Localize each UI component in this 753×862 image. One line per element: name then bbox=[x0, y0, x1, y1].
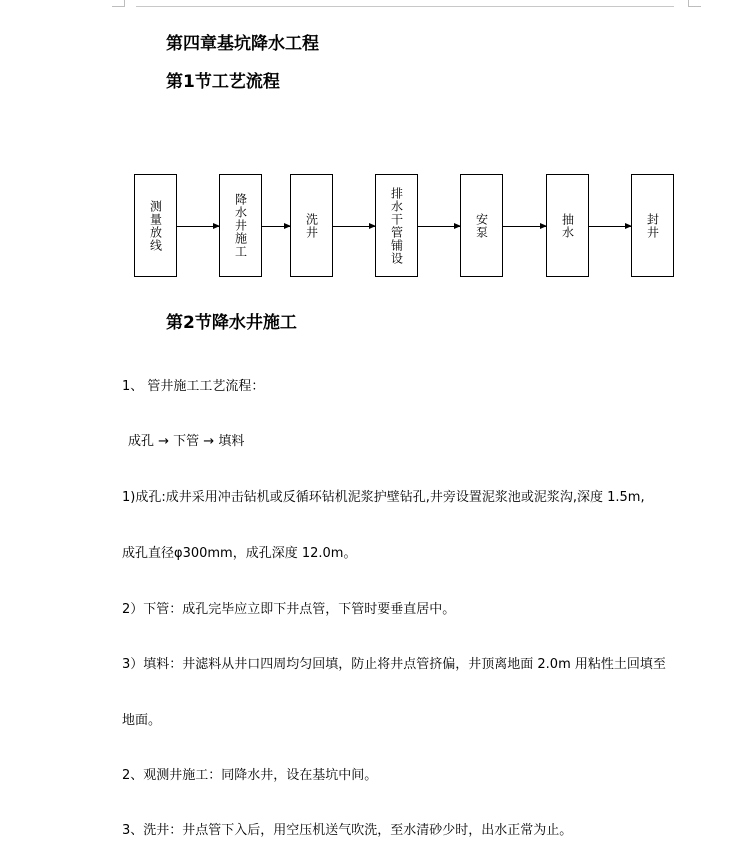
flow-step-label: 测量放线 bbox=[148, 199, 163, 252]
flow-step-well-construction bbox=[219, 174, 262, 277]
list-item-1: 1、 管井施工工艺流程： bbox=[122, 379, 265, 394]
process-sequence-text: 成孔 → 下管 → 填料 bbox=[128, 434, 245, 449]
paragraph-filling-1: 3）填料：井滤料从井口四周均匀回填，防止将井点管挤偏，井顶离地面 2.0m 用粘性土回填至 bbox=[122, 657, 666, 672]
flow-arrow bbox=[418, 226, 460, 227]
flow-step-label: 封井 bbox=[645, 212, 660, 239]
page-top-border bbox=[136, 6, 674, 7]
page-corner-mark-left bbox=[112, 0, 125, 7]
chapter-title: 第四章基坑降水工程 bbox=[166, 34, 319, 54]
flow-step-pumping bbox=[546, 174, 589, 277]
flow-arrow bbox=[503, 226, 546, 227]
page-corner-mark-right bbox=[688, 0, 701, 7]
flow-step-label: 抽水 bbox=[560, 212, 575, 239]
paragraph-drilling-1: 1)成孔:成井采用冲击钻机或反循环钻机泥浆护壁钻孔,井旁设置泥浆池或泥浆沟,深度 1.5m, bbox=[122, 490, 645, 505]
flow-step-label: 洗井 bbox=[304, 212, 319, 239]
flow-step-drain-pipe bbox=[375, 174, 418, 277]
flow-step-well-washing bbox=[290, 174, 333, 277]
section-title-2: 第2节降水井施工 bbox=[166, 313, 297, 333]
flow-arrow bbox=[262, 226, 290, 227]
paragraph-drilling-2: 成孔直径φ300mm，成孔深度 12.0m。 bbox=[122, 546, 357, 561]
flow-arrow bbox=[333, 226, 375, 227]
paragraph-filling-2: 地面。 bbox=[122, 713, 162, 728]
flow-step-label: 降水井施工 bbox=[233, 193, 248, 258]
flow-step-seal-well bbox=[631, 174, 674, 277]
paragraph-pipe-lowering: 2）下管：成孔完毕应立即下井点管，下管时要垂直居中。 bbox=[122, 602, 456, 617]
flow-step-survey bbox=[134, 174, 177, 277]
list-item-2: 2、观测井施工：同降水井，设在基坑中间。 bbox=[122, 768, 378, 783]
flow-step-pump-install bbox=[460, 174, 503, 277]
flow-step-label: 安泵 bbox=[474, 212, 489, 239]
section-title-1: 第1节工艺流程 bbox=[166, 72, 280, 92]
list-item-3: 3、洗井：井点管下入后，用空压机送气吹洗，至水清砂少时，出水正常为止。 bbox=[122, 823, 573, 838]
flow-arrow bbox=[177, 226, 219, 227]
flow-step-label: 排水干管铺设 bbox=[389, 186, 404, 265]
flow-arrow bbox=[589, 226, 631, 227]
